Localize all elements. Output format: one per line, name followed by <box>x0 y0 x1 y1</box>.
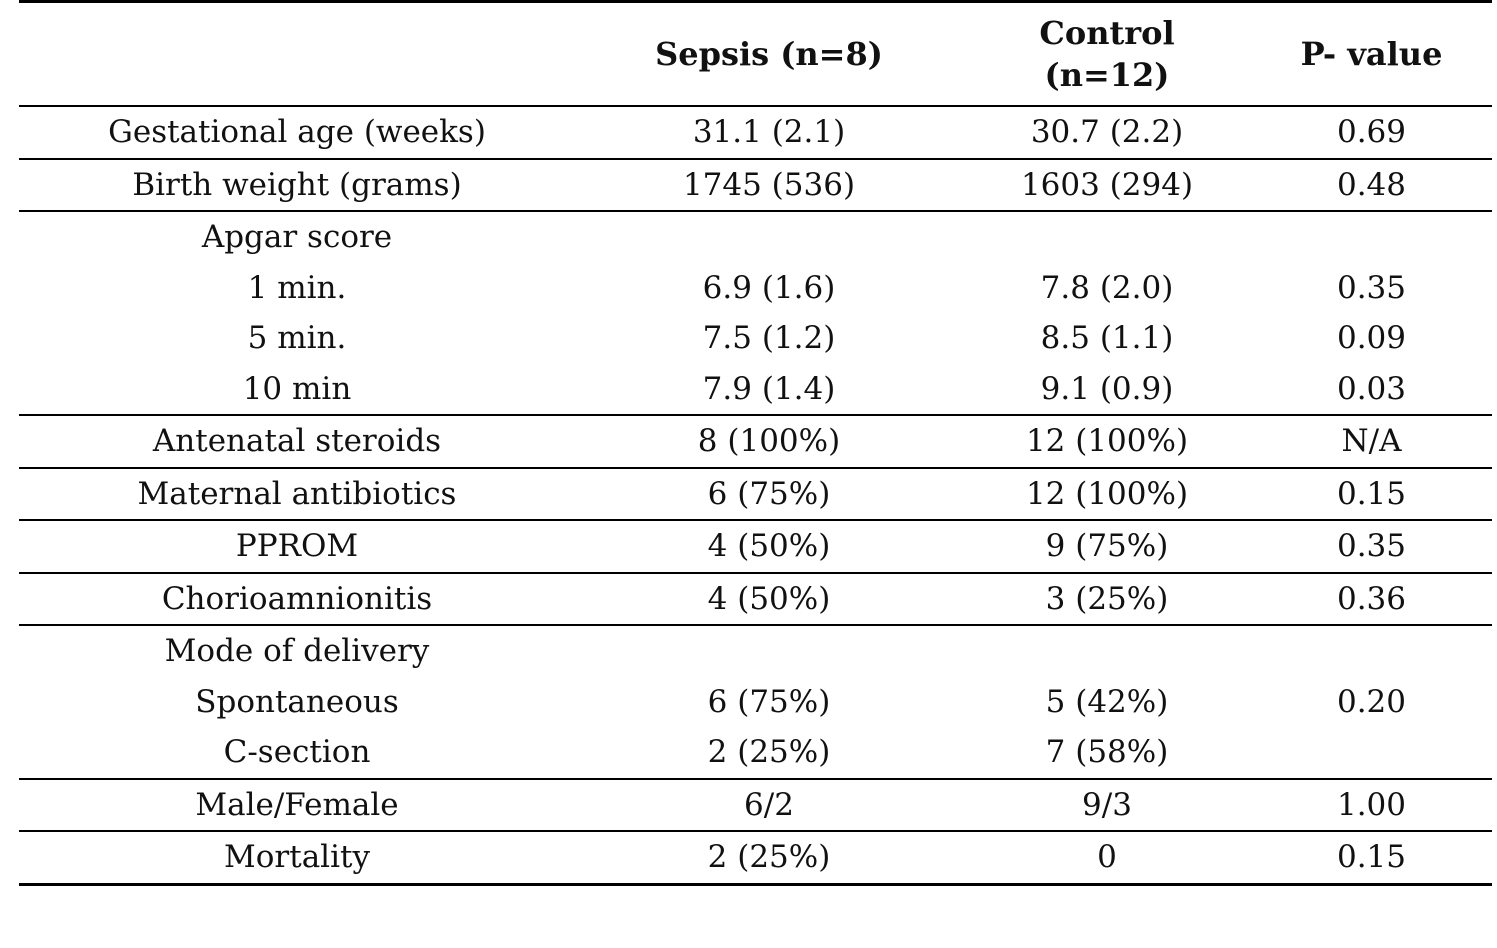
sepsis-value: 1745 (536) <box>682 166 856 203</box>
table-body <box>19 107 1492 886</box>
row-group <box>19 574 1492 625</box>
control-value: 8.5 (1.1) <box>1040 320 1174 357</box>
header-control-line1: Control <box>1039 14 1175 52</box>
table-row <box>19 416 1492 467</box>
p-value: 0.35 <box>1336 269 1407 306</box>
row-group <box>19 469 1492 520</box>
p-value: 0.36 <box>1336 580 1407 617</box>
control-value: 12 (100%) <box>1025 475 1189 512</box>
row-label: Birth weight (grams) <box>132 166 462 203</box>
row-group <box>19 107 1492 158</box>
p-value: 0.15 <box>1336 475 1407 512</box>
sepsis-value: 31.1 (2.1) <box>692 114 846 151</box>
row-group <box>19 416 1492 467</box>
control-value: 5 (42%) <box>1045 683 1169 720</box>
header-control <box>963 12 1251 96</box>
control-value: 9 (75%) <box>1045 528 1169 565</box>
table-row <box>19 780 1492 831</box>
row-group <box>19 780 1492 831</box>
table-row <box>19 521 1492 572</box>
control-value: 9.1 (0.9) <box>1040 370 1174 407</box>
sepsis-value: 4 (50%) <box>707 528 831 565</box>
p-value: 0.09 <box>1336 320 1407 357</box>
header-sepsis: Sepsis (n=8) <box>655 35 883 73</box>
row-group <box>19 160 1492 211</box>
row-label: Gestational age (weeks) <box>108 114 486 151</box>
row-label: Antenatal steroids <box>152 423 442 460</box>
row-label: Mode of delivery <box>164 633 430 670</box>
p-value: 1.00 <box>1336 786 1407 823</box>
table-row <box>19 364 1492 415</box>
sepsis-value: 2 (25%) <box>707 734 831 771</box>
row-label: C-section <box>223 734 371 771</box>
control-value: 7.8 (2.0) <box>1040 269 1174 306</box>
row-group <box>19 521 1492 572</box>
characteristics-table <box>19 0 1492 886</box>
row-label: 5 min. <box>247 320 347 357</box>
row-label: Apgar score <box>201 219 393 256</box>
sepsis-value: 7.5 (1.2) <box>702 320 836 357</box>
sepsis-value: 7.9 (1.4) <box>702 370 836 407</box>
table-row <box>19 107 1492 158</box>
control-value: 30.7 (2.2) <box>1030 114 1184 151</box>
p-value: N/A <box>1341 423 1402 460</box>
header-pvalue: P- value <box>1300 35 1443 73</box>
sepsis-value: 6/2 <box>744 786 794 823</box>
table-row <box>19 677 1492 728</box>
row-label: Chorioamnionitis <box>161 580 433 617</box>
control-value: 0 <box>1097 839 1117 876</box>
table-row <box>19 313 1492 364</box>
control-value: 12 (100%) <box>1025 423 1189 460</box>
row-label: PPROM <box>235 528 359 565</box>
p-value: 0.15 <box>1336 839 1407 876</box>
row-group <box>19 212 1492 414</box>
table-row <box>19 727 1492 778</box>
table-row <box>19 212 1492 263</box>
row-label: Maternal antibiotics <box>137 475 457 512</box>
table-row <box>19 832 1492 883</box>
control-value: 7 (58%) <box>1045 734 1169 771</box>
row-label: 1 min. <box>247 269 347 306</box>
sepsis-value: 6 (75%) <box>707 475 831 512</box>
sepsis-value: 6 (75%) <box>707 683 831 720</box>
p-value: 0.03 <box>1336 370 1407 407</box>
table-row <box>19 263 1492 314</box>
table-header <box>19 3 1492 105</box>
p-value: 0.35 <box>1336 528 1407 565</box>
sepsis-value: 4 (50%) <box>707 580 831 617</box>
row-label: Male/Female <box>195 786 399 823</box>
row-group <box>19 832 1492 883</box>
row-label: Mortality <box>224 839 370 876</box>
table-row <box>19 469 1492 520</box>
sepsis-value: 2 (25%) <box>707 839 831 876</box>
control-value: 3 (25%) <box>1045 580 1169 617</box>
p-value: 0.69 <box>1336 114 1407 151</box>
control-value: 1603 (294) <box>1020 166 1194 203</box>
table-row <box>19 626 1492 677</box>
row-group <box>19 626 1492 778</box>
table-row <box>19 160 1492 211</box>
p-value: 0.20 <box>1336 683 1407 720</box>
header-control-line2: (n=12) <box>1044 56 1170 94</box>
sepsis-value: 8 (100%) <box>697 423 841 460</box>
bottom-rule <box>19 883 1492 886</box>
row-label: 10 min <box>242 370 352 407</box>
row-label: Spontaneous <box>195 683 399 720</box>
table-row <box>19 574 1492 625</box>
p-value: 0.48 <box>1336 166 1407 203</box>
sepsis-value: 6.9 (1.6) <box>702 269 836 306</box>
control-value: 9/3 <box>1082 786 1132 823</box>
